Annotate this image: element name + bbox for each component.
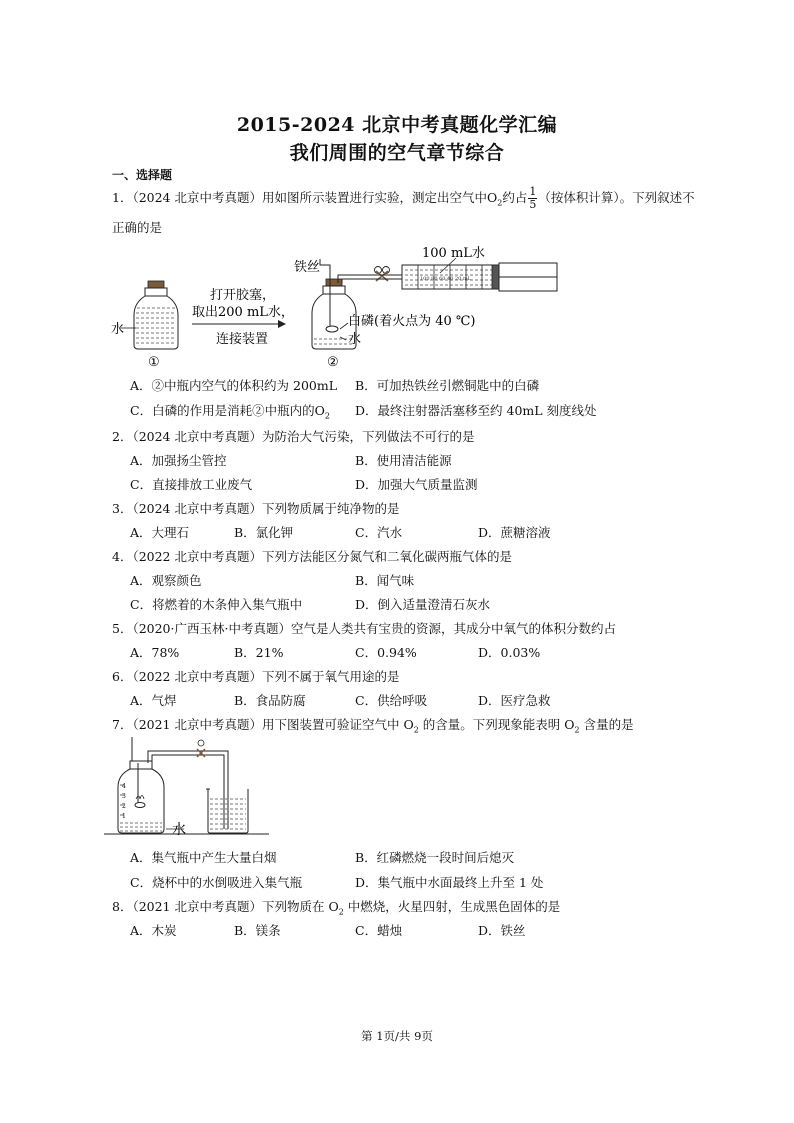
q1-fraction-denominator: 5 — [529, 198, 537, 211]
q7-label-water: 水 — [172, 822, 186, 838]
fig1-syringe-scale: 100 80 60 40 20 mL — [420, 276, 472, 282]
q5-option-a: A．78% — [130, 645, 180, 660]
q1-option-d: D．最终注射器活塞移至约 40mL 刻度线处 — [355, 403, 597, 418]
q8-option-b: B．镁条 — [234, 923, 281, 938]
q7-apparatus-figure — [104, 737, 274, 842]
q8-option-a: A．木炭 — [130, 923, 177, 938]
fig1-bottle1-label: ① — [148, 355, 160, 370]
q7-scale-3: 3 — [122, 793, 126, 800]
q2-option-d: D．加强大气质量监测 — [355, 477, 478, 492]
q7-option-a: A．集气瓶中产生大量白烟 — [130, 850, 277, 865]
q7-option-b: B．红磷燃烧一段时间后熄灭 — [355, 850, 515, 865]
q3-option-d: D．蔗糖溶液 — [478, 525, 551, 540]
q7-clamp-icon — [197, 740, 205, 757]
question-1-line2: 正确的是 — [112, 220, 163, 235]
page-title-line2: 我们周围的空气章节综合 — [289, 142, 505, 164]
q7-sub1: 2 — [413, 725, 419, 735]
q6-option-b: B．食品防腐 — [234, 693, 306, 708]
q8-option-c: C．蜡烛 — [355, 923, 403, 938]
q7-text-mid: 的含量。下列现象能表明 O — [418, 717, 575, 732]
fig1-arrow — [278, 320, 286, 328]
q1-text-before: 1．（2024 北京中考真题）用如图所示装置进行实验，测定出空气中O — [112, 190, 498, 205]
fig1-arrow-line2: 取出200 mL水， — [192, 305, 294, 320]
q4-option-c: C．将燃着的木条伸入集气瓶中 — [130, 597, 303, 612]
q4-option-b: B．闻气味 — [355, 573, 415, 588]
q4-option-a: A．观察颜色 — [130, 573, 202, 588]
q1-o2-sub: 2 — [497, 198, 503, 208]
fig1-arrow-line1: 打开胶塞， — [210, 288, 276, 303]
q8-sub: 2 — [338, 907, 344, 917]
q5-option-d: D．0.03% — [478, 645, 541, 660]
bottle-1 — [120, 281, 178, 349]
q2-option-a: A．加强扬尘管控 — [130, 453, 227, 468]
section-heading: 一、选择题 — [112, 168, 173, 182]
q8-text-after: 中燃烧，火星四射，生成黑色固体的是 — [343, 899, 561, 914]
bottle-2 — [312, 259, 372, 349]
question-7 — [112, 715, 634, 735]
fig1-label-iron-wire: 铁丝 — [294, 260, 321, 275]
q7-text-before: 7．（2021 北京中考真题）用下图装置可验证空气中 O — [112, 717, 414, 732]
question-8 — [112, 897, 560, 917]
q1-option-c-sub: 2 — [324, 411, 330, 421]
q1-fraction — [528, 186, 537, 211]
question-1-line1 — [112, 186, 695, 211]
q7-text-after: 含量的是 — [579, 717, 634, 732]
q7-scale-1: 1 — [122, 813, 126, 820]
fig1-label-syringe: 100 mL水 — [422, 246, 485, 261]
q8-text-before: 8．（2021 北京中考真题）下列物质在 O — [112, 899, 339, 914]
q1-fraction-numerator: 1 — [529, 185, 537, 198]
q1-option-c-text: C．白磷的作用是消耗②中瓶内的O — [130, 403, 325, 418]
question-5: 5．（2020·广西玉林·中考真题）空气是人类共有宝贵的资源，其成分中氧气的体积分数约占 — [112, 621, 616, 636]
q8-option-d: D．铁丝 — [478, 923, 526, 938]
question-4: 4．（2022 北京中考真题）下列方法能区分氮气和二氧化碳两瓶气体的是 — [112, 549, 512, 564]
q2-option-b: B．使用清洁能源 — [355, 453, 452, 468]
question-6: 6．（2022 北京中考真题）下列不属于氧气用途的是 — [112, 669, 400, 684]
q5-option-c: C．0.94% — [355, 645, 417, 660]
q7-scale-2: 2 — [122, 803, 126, 810]
fig1-bottle2-label: ② — [327, 355, 339, 370]
question-3: 3．（2024 北京中考真题）下列物质属于纯净物的是 — [112, 501, 400, 516]
fig1-label-phosphorus: 白磷(着火点为 40 ℃) — [348, 314, 476, 329]
page-number: 第 1页/共 9页 — [361, 1029, 433, 1043]
question-2: 2．（2024 北京中考真题）为防治大气污染，下列做法不可行的是 — [112, 429, 475, 444]
q1-apparatus-figure — [110, 245, 560, 370]
q6-option-c: C．供给呼吸 — [355, 693, 428, 708]
q7-sub2: 2 — [574, 725, 580, 735]
q1-option-b: B．可加热铁丝引燃铜匙中的白磷 — [355, 378, 540, 393]
q4-option-d: D．倒入适量澄清石灰水 — [355, 597, 491, 612]
q6-option-a: A．气焊 — [130, 693, 177, 708]
q3-option-c: C．汽水 — [355, 525, 403, 540]
q2-option-c: C．直接排放工业废气 — [130, 477, 253, 492]
fig1-label-water-right: 水 — [348, 332, 362, 347]
q1-option-a: A．②中瓶内空气的体积约为 200mL — [130, 378, 338, 393]
q6-option-d: D．医疗急救 — [478, 693, 551, 708]
q7-scale-4: 4 — [122, 783, 126, 790]
syringe — [402, 258, 557, 291]
fig1-arrow-line3: 连接装置 — [216, 332, 269, 347]
q1-option-c — [130, 401, 330, 421]
q1-text-mid: 约占 — [502, 190, 528, 205]
page-title-line1: 2015-2024 北京中考真题化学汇编 — [236, 114, 558, 136]
q7-option-c: C．烧杯中的水倒吸进入集气瓶 — [130, 875, 303, 890]
q3-option-b: B．氯化钾 — [234, 525, 294, 540]
q7-option-d: D．集气瓶中水面最终上升至 1 处 — [355, 875, 544, 890]
q3-option-a: A．大理石 — [130, 525, 190, 540]
fig1-label-water-left: 水 — [111, 322, 125, 337]
q1-text-after: （按体积计算）。下列叙述不 — [538, 190, 695, 205]
q5-option-b: B．21% — [234, 645, 284, 660]
